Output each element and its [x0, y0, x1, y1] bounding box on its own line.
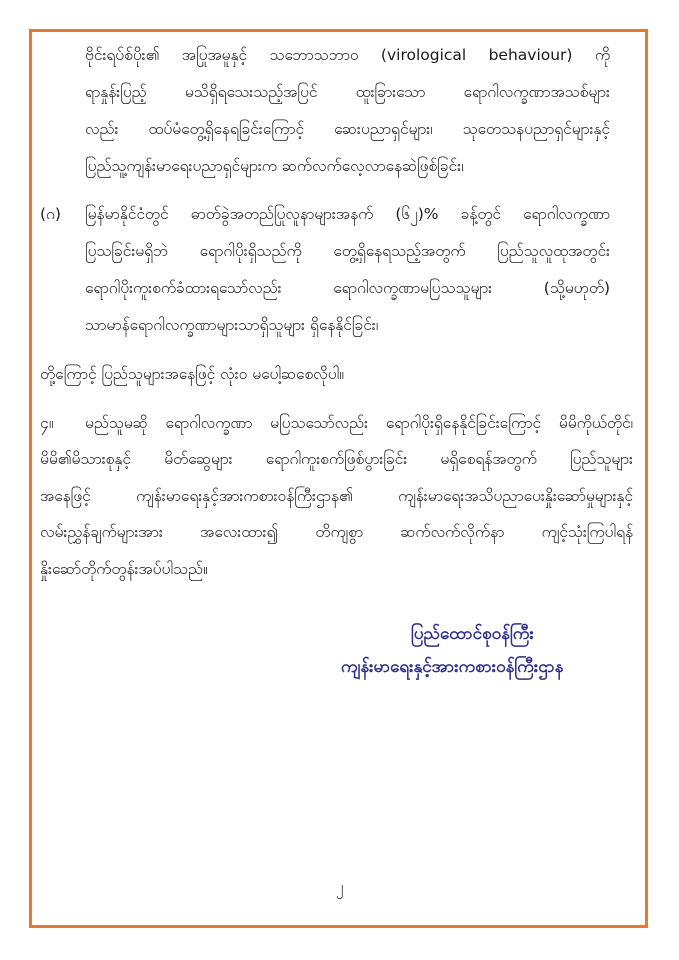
signature-ministry: ကျန်းမာရေးနှင့်အားကစားဝန်ကြီးဌာန — [341, 657, 564, 677]
para-a-line-1: ဗိုင်းရပ်စ်ပိုး၏ အပြုအမူနှင့် သဘောသဘာဝ (virological behaviour) ကို — [85, 46, 610, 64]
para-4-line-1: မည်သူမဆို ရောဂါလက္ခဏာ မပြသသော်လည်း ရောဂါပိုးရှိနေနိုင်ခြင်းကြောင့် မိမိကိုယ်တိုင်၊ — [85, 414, 633, 432]
signature-title: ပြည်ထောင်စုဝန်ကြီး — [411, 624, 534, 644]
para-a-line-2: ရာနှုန်းပြည့် မသိရှိရသေးသည့်အပြင် ထူးခြားသော ရောဂါလက္ခဏာအသစ်များ — [85, 83, 610, 101]
para-g-line-4: သာမာန်ရောဂါလက္ခဏာများသာရှိသူများ ရှိနေနိုင်ခြင်း၊ — [85, 316, 379, 334]
para-g-line-1: မြန်မာနိုင်ငံတွင် ဓာတ်ခွဲအတည်ပြုလူနာများအနက် (၆၂)% ခန့်တွင် ရောဂါလက္ခဏာ — [85, 205, 610, 223]
para-g-line-2: ပြသခြင်းမရှိဘဲ ရောဂါပိုးရှိသည်ကို တွေ့ရှိနေရသည့်အတွက် ပြည်သူလူထုအတွင်း — [85, 242, 610, 260]
para-g-marker: (ဂ) — [40, 205, 61, 223]
para-g-line-3: ရောဂါပိုးကူးစက်ခံထားရသော်လည်း ရောဂါလက္ခဏာမပြသသူများ (သို့မဟုတ်) — [85, 279, 610, 297]
para-4-line-3: အနေဖြင့် ကျန်းမာရေးနှင့်အားကစားဝန်ကြီးဌာန၏ ကျန်းမာရေးအသိပညာပေးနှိုးဆော်မှုများနှင့် — [40, 487, 633, 505]
para-4-line-2: မိမိ၏မိသားစုနှင့် မိတ်ဆွေများ ရောဂါကူးစက်ဖြစ်ပွားခြင်း မရှိစေရန်အတွက် ပြည်သူများ — [40, 450, 633, 468]
para-a-line-3: လည်း ထပ်မံတွေ့ရှိနေရခြင်းကြောင့် ဆေးပညာရှင်များ၊ သုတေသနပညာရှင်များနှင့် — [85, 120, 610, 138]
conclusion-line: တို့ကြောင့် ပြည်သူများအနေဖြင့် လုံးဝ မပေါ့ဆစေလိုပါ။ — [40, 365, 344, 383]
para-4-number: ၄။ — [40, 414, 54, 432]
para-a-line-4: ပြည်သူ့ကျန်းမာရေးပညာရှင်များက ဆက်လက်လေ့လာနေဆဲဖြစ်ခြင်း၊ — [85, 157, 464, 175]
para-4-line-5: နှိုးဆော်တိုက်တွန်းအပ်ပါသည်။ — [40, 560, 208, 578]
page-number: ၂ — [335, 878, 344, 896]
para-4-line-4: လမ်းညွှန်ချက်များအား အလေးထား၍ တိကျစွာ ဆက်လက်လိုက်နာ ကျင့်သုံးကြပါရန် — [40, 523, 633, 541]
